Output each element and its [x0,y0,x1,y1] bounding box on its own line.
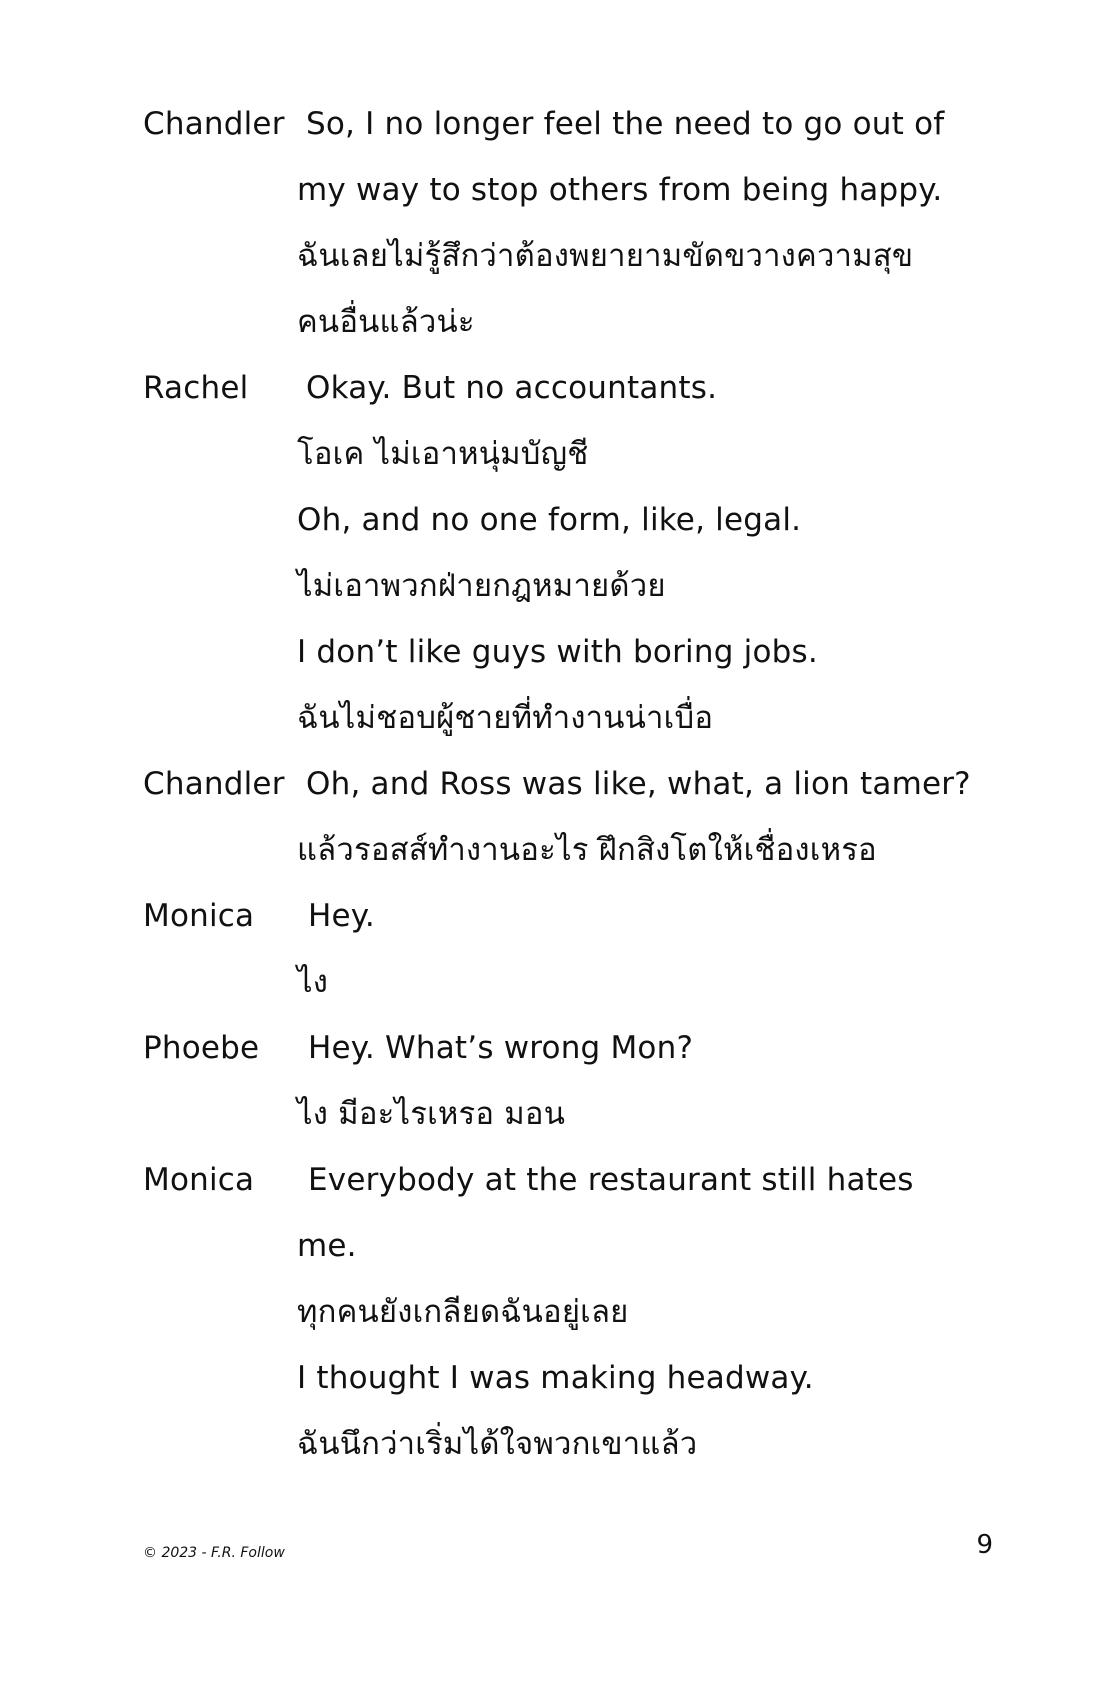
dialogue-line: Okay. But no accountants. [306,370,718,406]
dialogue-line: Oh, and no one form, like, legal. [297,502,802,538]
speaker-name: Phoebe [143,1030,260,1066]
dialogue-line: Hey. [308,898,375,934]
dialogue-translation: ไง มีอะไรเหรอ มอน [297,1096,566,1132]
page-number: 9 [976,1530,993,1560]
speaker-name: Chandler [143,766,285,802]
copyright-notice: © 2023 - F.R. Follow [143,1545,285,1561]
dialogue-line: Hey. What’s wrong Mon? [308,1030,694,1066]
dialogue-translation: ไง [297,964,329,1000]
dialogue-line: So, I no longer feel the need to go out of [306,106,945,142]
dialogue-line: me. [297,1228,357,1264]
speaker-name: Rachel [143,370,249,406]
speaker-name: Monica [143,1162,255,1198]
dialogue-translation: ฉันไม่ชอบผู้ชายที่ทำงานน่าเบื่อ [297,700,714,736]
dialogue-translation: โอเค ไม่เอาหนุ่มบัญชี [297,436,589,472]
speaker-name: Monica [143,898,255,934]
dialogue-translation: คนอื่นแล้วน่ะ [297,304,475,340]
dialogue-line: my way to stop others from being happy. [297,172,943,208]
dialogue-line: Everybody at the restaurant still hates [308,1162,914,1198]
dialogue-translation: ฉันนึกว่าเริ่มได้ใจพวกเขาแล้ว [297,1426,698,1462]
dialogue-line: Oh, and Ross was like, what, a lion tamer? [306,766,971,802]
dialogue-translation: ฉันเลยไม่รู้สึกว่าต้องพยายามขัดขวางความสุข [297,238,914,274]
speaker-name: Chandler [143,106,285,142]
dialogue-line: I don’t like guys with boring jobs. [297,634,818,670]
dialogue-line: I thought I was making headway. [297,1360,814,1396]
dialogue-translation: ทุกคนยังเกลียดฉันอยู่เลย [297,1294,629,1330]
dialogue-translation: ไม่เอาพวกฝ่ายกฎหมายด้วย [297,568,666,604]
dialogue-translation: แล้วรอสส์ทำงานอะไร ฝึกสิงโตให้เชื่องเหรอ [297,832,877,868]
